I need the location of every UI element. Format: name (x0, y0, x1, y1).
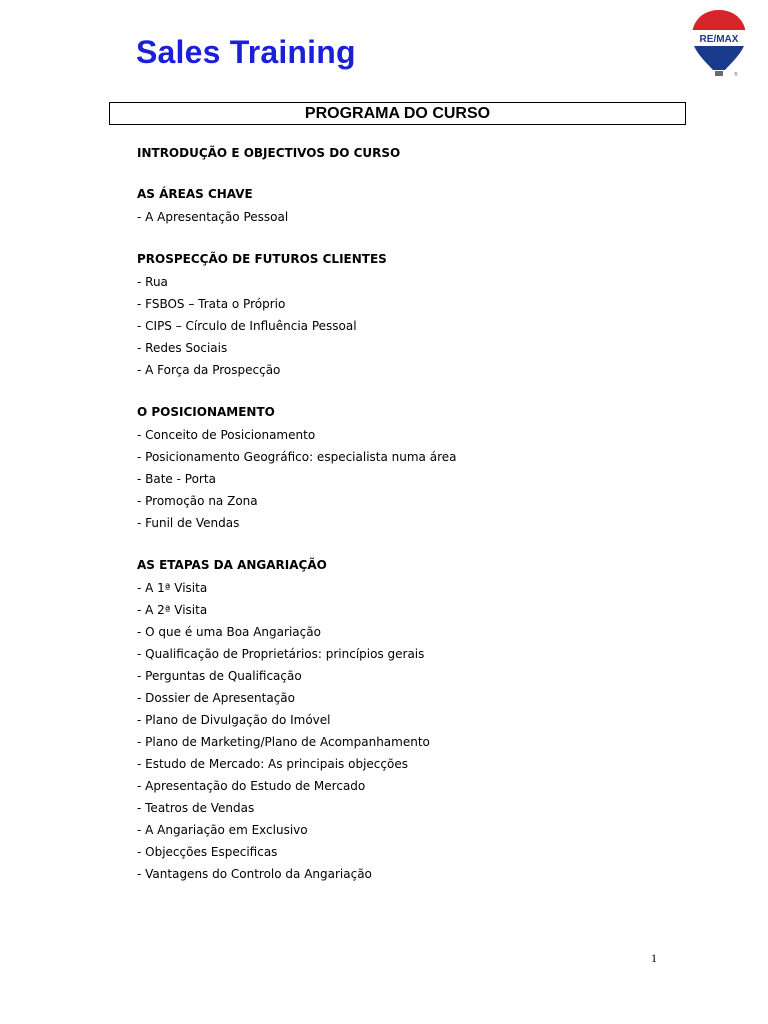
balloon-icon (688, 8, 750, 80)
page-number: 1 (651, 951, 657, 965)
outline-item: - Bate - Porta (137, 472, 216, 486)
outline-section (137, 249, 697, 381)
outline-item: - Apresentação do Estudo de Mercado (137, 779, 366, 793)
outline-item: - A 2ª Visita (137, 603, 208, 617)
outline-item: - Objecções Especificas (137, 845, 278, 859)
outline-item: - Perguntas de Qualificação (137, 669, 302, 683)
outline-section (137, 184, 697, 228)
section-title: O POSICIONAMENTO (137, 405, 275, 419)
outline-item: - Plano de Marketing/Plano de Acompanhamento (137, 735, 430, 749)
page-title: Sales Training (136, 34, 356, 70)
outline-item: - Teatros de Vendas (137, 801, 255, 815)
outline-item: - Posicionamento Geográfico: especialista numa área (137, 450, 457, 464)
course-outline (137, 143, 697, 906)
outline-item: - Rua (137, 275, 168, 289)
outline-item: - Promoção na Zona (137, 494, 258, 508)
outline-item: - A Força da Prospecção (137, 363, 281, 377)
outline-section (137, 402, 697, 534)
outline-item: - Funil de Vendas (137, 516, 240, 530)
balloon-basket (715, 71, 723, 76)
outline-item: - Dossier de Apresentação (137, 691, 295, 705)
outline-item: - Conceito de Posicionamento (137, 428, 316, 442)
section-title: INTRODUÇÃO E OBJECTIVOS DO CURSO (137, 146, 401, 160)
logo-text: RE/MAX (699, 34, 739, 45)
outline-item: - A Apresentação Pessoal (137, 210, 289, 224)
section-title: AS ETAPAS DA ANGARIAÇÃO (137, 558, 327, 572)
svg-text:®: ® (734, 72, 738, 78)
outline-section (137, 555, 697, 885)
program-title-box: PROGRAMA DO CURSO (109, 102, 686, 125)
outline-item: - A Angariação em Exclusivo (137, 823, 308, 837)
outline-item: - Estudo de Mercado: As principais objecções (137, 757, 408, 771)
outline-item: - A 1ª Visita (137, 581, 208, 595)
outline-item: - Redes Sociais (137, 341, 228, 355)
outline-section (137, 143, 697, 163)
section-title: AS ÁREAS CHAVE (137, 187, 253, 201)
section-title: PROSPECÇÃO DE FUTUROS CLIENTES (137, 252, 387, 266)
outline-item: - Qualificação de Proprietários: princípios gerais (137, 647, 425, 661)
outline-item: - O que é uma Boa Angariação (137, 625, 321, 639)
outline-item: - Vantagens do Controlo da Angariação (137, 867, 372, 881)
outline-item: - FSBOS – Trata o Próprio (137, 297, 286, 311)
outline-item: - Plano de Divulgação do Imóvel (137, 713, 331, 727)
outline-item: - CIPS – Círculo de Influência Pessoal (137, 319, 357, 333)
remax-balloon-logo (688, 8, 750, 80)
